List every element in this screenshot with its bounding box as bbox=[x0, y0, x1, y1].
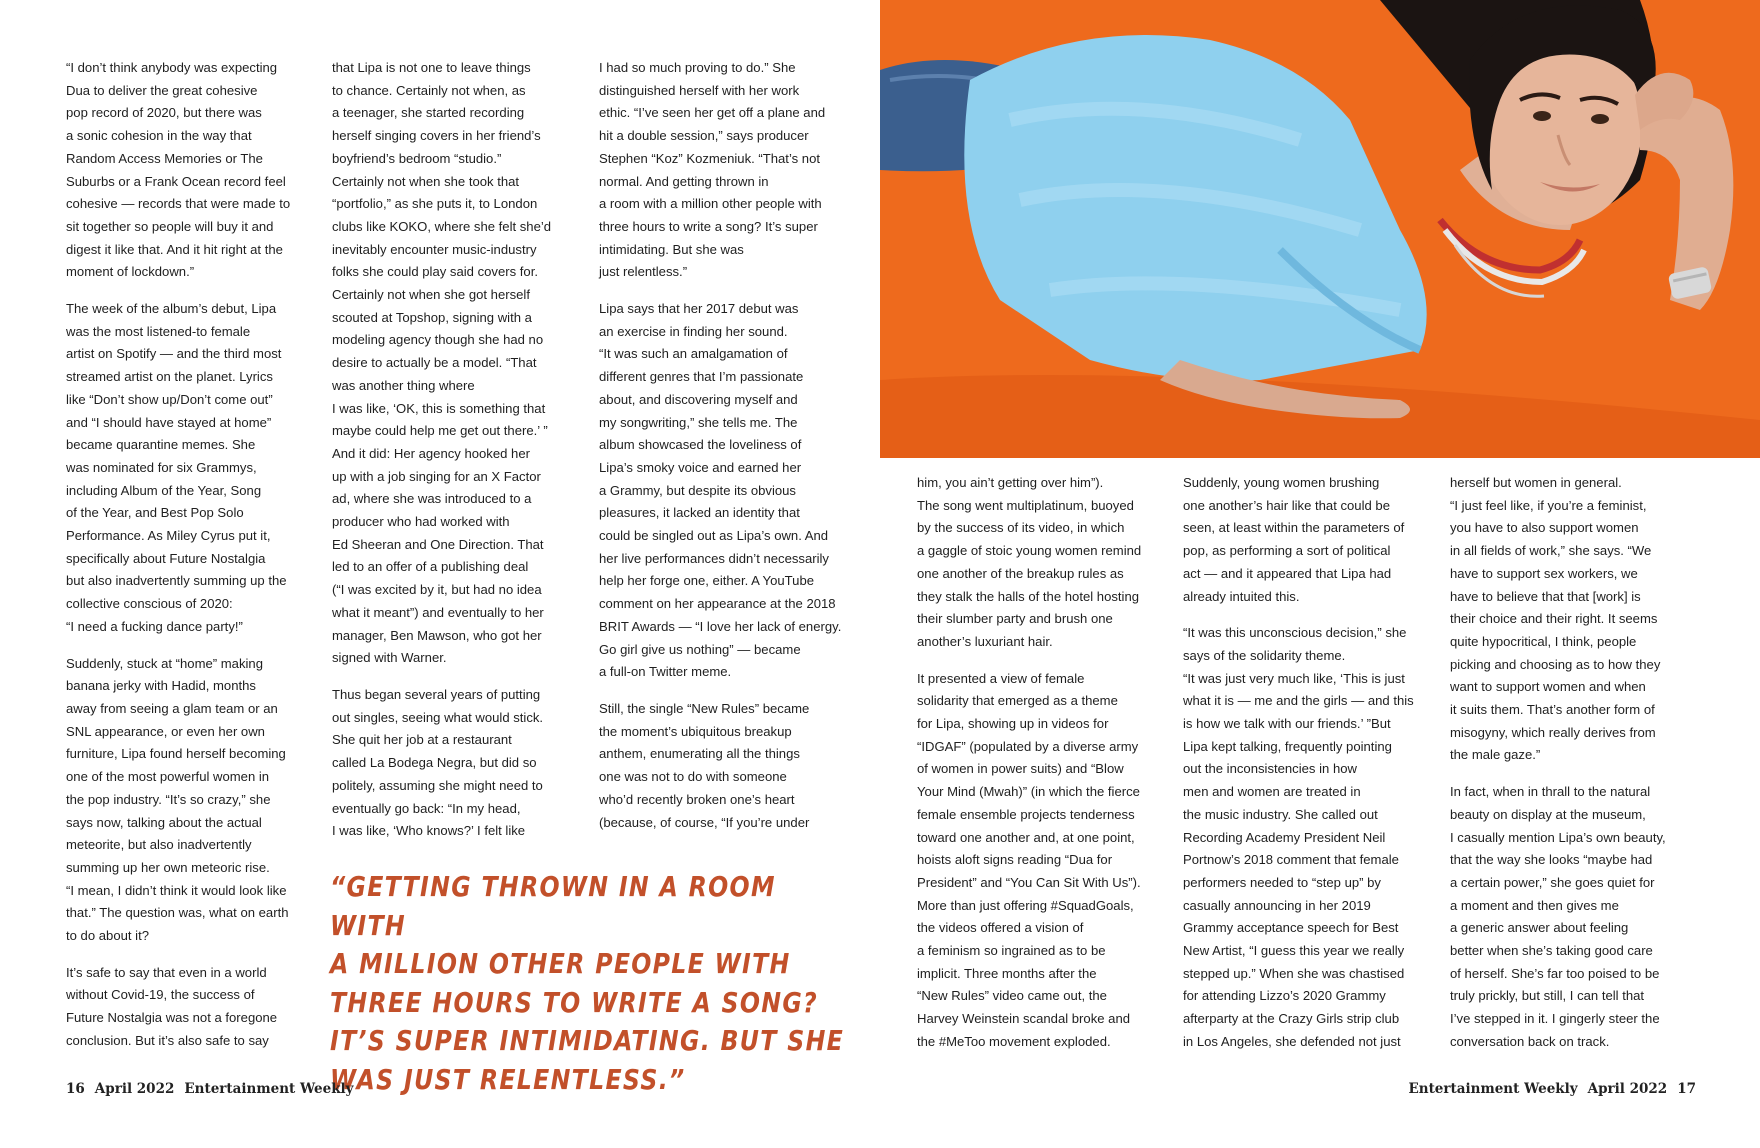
paragraph: Suddenly, stuck at “home” making banana jerky with Hadid, months away from seeing a glam team or an SNL appearance, or even her own furniture, Lipa found herself becoming one of the most powerful women in the pop industry. “It’s so crazy,” she says now, talking about the actual meteorite, but also inadvertently summing up her own meteoric rise. “I mean, I didn’t think it would look like that.” The question was, what on earth to do about it? bbox=[66, 655, 289, 944]
magazine-name: Entertainment Weekly bbox=[184, 1081, 354, 1097]
page-number: 16 bbox=[66, 1081, 85, 1097]
paragraph: Thus began several years of putting out singles, seeing what would stick. She quit her job at a restaurant called La Bodega Negra, but did so politely, assuming she might need to eventually go back: “In my head, I was like, ‘Who knows?’ I felt like bbox=[332, 686, 544, 839]
article-column-5 bbox=[1183, 472, 1427, 1054]
paragraph: I had so much proving to do.” She distinguished herself with her work ethic. “I’ve seen her get off a plane and hit a double session,” says producer Stephen “Koz” Kozmeniuk. “That’s not normal. And getting thrown in a room with a million other people with three hours to write a song? It’s super intimidating. But she was just relentless.” bbox=[599, 60, 826, 280]
paragraph: It presented a view of female solidarity that emerged as a theme for Lipa, showing up in videos for “IDGAF” (populated by a diverse army of women in power suits) and “Blow Your Mind (Mwah)” (in which the fierce female ensemble projects tenderness toward one another and, at one point, hoists aloft signs reading “Dua for President” and “You Can Sit With Us”). More than just offering #SquadGoals, the videos offered a vision of a feminism so ingrained as to be implicit. Three months after the “New Rules” video came out, the Harvey Weinstein scandal broke and the #MeToo movement exploded. bbox=[917, 670, 1141, 1049]
article-column-3 bbox=[599, 57, 843, 834]
paragraph: Still, the single “New Rules” became the moment’s ubiquitous breakup anthem, enumerating all the things one was not to do with someone who’d recently broken one’s heart (because, of course, “If you’re under bbox=[599, 700, 810, 830]
article-column-6 bbox=[1450, 472, 1694, 1054]
paragraph: that Lipa is not one to leave things to chance. Certainly not when, as a teenager, she started recording herself singing covers in her friend’s boyfriend’s bedroom “studio.” Certainly not when she took that “portfolio,” as she puts it, to London clubs like KOKO, where she felt she’d inevitably encounter music-industry folks she could play said covers for. Certainly not when she got herself scouted at Topshop, signing with a modeling agency though she had no desire to actually be a model. “That was another thing where I was like, ‘OK, this is something that maybe could help me get out there.’ ” And it did: Her agency hooked her up with a job singing for an X Factor ad, where she was introduced to a producer who had worked with Ed Sheeran and One Direction. That led to an offer of a publishing deal (“I was excited by it, but had no idea what it meant”) and eventually to her manager, Ben Mawson, who got her signed with Warner. bbox=[332, 60, 552, 666]
portrait-photo bbox=[880, 0, 1760, 458]
paragraph: The week of the album’s debut, Lipa was the most listened-to female artist on Spotify — and the third most streamed artist on the planet. Lyrics like “Don’t show up/Don’t come out” and “I should have stayed at home” became quarantine memes. She was nominated for six Grammys, including Album of the Year, Song of the Year, and Best Pop Solo Performance. As Miley Cyrus put it, specifically about Future Nostalgia but also inadvertently summing up the collective conscious of 2020: “I need a fucking dance party!” bbox=[66, 301, 287, 634]
article-column-1 bbox=[66, 57, 310, 1053]
pull-quote-text: “GETTING THROWN IN A ROOM WITH A MILLION OTHER PEOPLE WITH THREE HOURS TO WRITE A SONG? IT’S SUPER INTIMIDATING. BUT SHE WAS JUST RELENTLESS.” bbox=[330, 871, 845, 1096]
paragraph: “It was this unconscious decision,” she says of the solidarity theme. “It was just very much like, ‘This is just what it is — me and the girls — and this is how we talk with our friends.’ ”But Lipa kept talking, frequently pointing out the inconsistencies in how men and women are treated in the music industry. She called out Recording Academy President Neil Portnow’s 2018 comment that female performers needed to “step up” by casually announcing in her 2019 Grammy acceptance speech for Best New Artist, “I guess this year we really stepped up.” When she was chastised for attending Lizzo’s 2020 Grammy afterparty at the Crazy Girls strip club in Los Angeles, she defended not just bbox=[1183, 625, 1414, 1049]
issue-date: April 2022 bbox=[94, 1081, 175, 1097]
paragraph: him, you ain’t getting over him”). The song went multiplatinum, buoyed by the success of its video, in which a gaggle of stoic young women remind one another of the breakup rules as they stalk the halls of the hotel hosting their slumber party and brush one another’s luxuriant hair. bbox=[917, 475, 1142, 649]
magazine-name: Entertainment Weekly bbox=[1408, 1081, 1578, 1097]
folio-left bbox=[66, 1081, 364, 1097]
paragraph: Lipa says that her 2017 debut was an exercise in finding her sound. “It was such an amalgamation of different genres that I’m passionate about, and discovering myself and my songwriting,” she tells me. The album showcased the loveliness of Lipa’s smoky voice and earned her a Grammy, but despite its obvious pleasures, it lacked an identity that could be singled out as Lipa’s own. And her live performances didn’t necessarily help her forge one, either. A YouTube comment on her appearance at the 2018 BRIT Awards — “I love her lack of energy. Go girl give us nothing” — became a full-on Twitter meme. bbox=[599, 301, 842, 680]
article-column-2 bbox=[332, 57, 576, 843]
paragraph: In fact, when in thrall to the natural beauty on display at the museum, I casually mention Lipa’s own beauty, that the way she looks “maybe had a certain power,” she goes quiet for a moment and then gives me a generic answer about feeling better when she’s taking good care of herself. She’s far too poised to be truly prickly, but still, I can tell that I’ve stepped in it. I gingerly steer the conversation back on track. bbox=[1450, 784, 1666, 1049]
folio-right bbox=[1398, 1081, 1696, 1097]
pull-quote bbox=[330, 868, 846, 1099]
portrait-illustration bbox=[880, 0, 1760, 458]
page-number: 17 bbox=[1677, 1081, 1696, 1097]
paragraph: It’s safe to say that even in a world without Covid-19, the success of Future Nostalgia was not a foregone conclusion. But it’s also safe to say bbox=[66, 964, 278, 1048]
issue-date: April 2022 bbox=[1587, 1081, 1668, 1097]
article-column-4 bbox=[917, 472, 1161, 1054]
paragraph: Suddenly, young women brushing one another’s hair like that could be seen, at least within the parameters of pop, as performing a sort of political act — and it appeared that Lipa had already intuited this. bbox=[1183, 475, 1405, 604]
paragraph: “I don’t think anybody was expecting Dua to deliver the great cohesive pop record of 2020, but there was a sonic cohesion in the way that Random Access Memories or The Suburbs or a Frank Ocean record feel cohesive — records that were made to sit together so people will buy it and digest it like that. And it hit right at the moment of lockdown.” bbox=[66, 60, 291, 280]
paragraph: herself but women in general. “I just feel like, if you’re a feminist, you have to also support women in all fields of work,” she says. “We have to support sex workers, we have to believe that that [work] is their choice and their right. It seems quite hypocritical, I think, people picking and choosing as to how they want to support women and when it suits them. That’s another form of misogyny, which really derives from the male gaze.” bbox=[1450, 475, 1661, 763]
